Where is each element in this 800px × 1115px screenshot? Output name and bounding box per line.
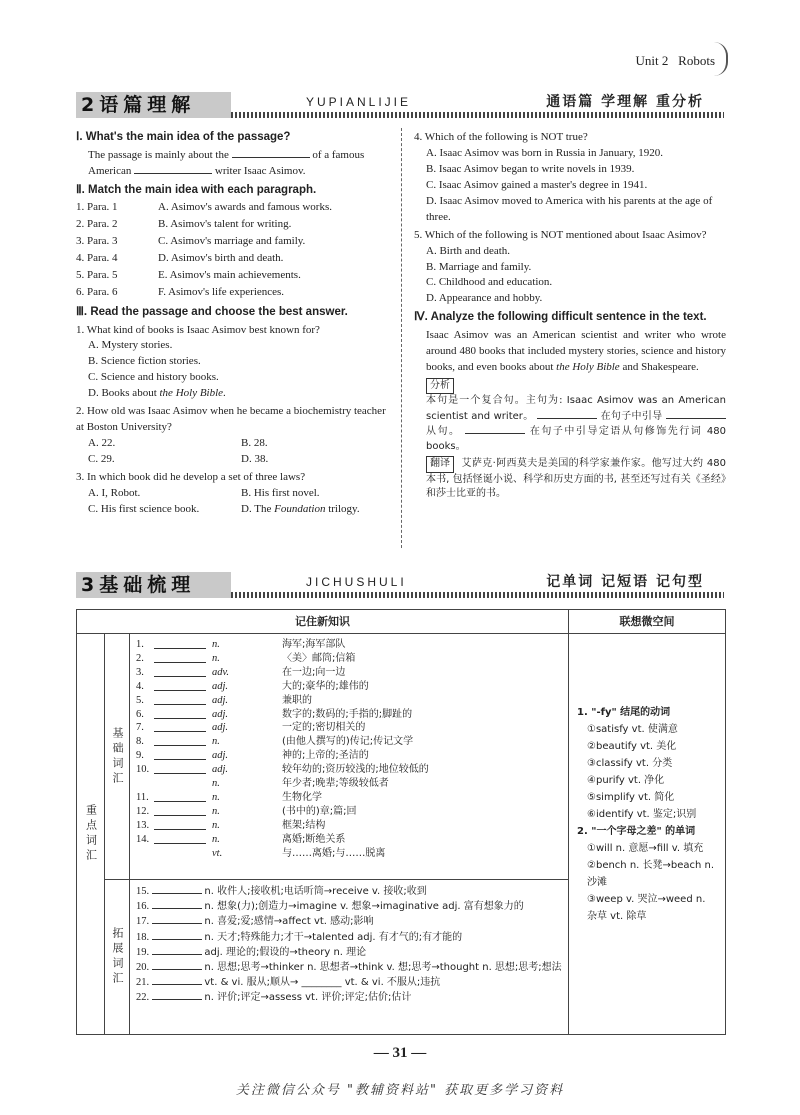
part2-heading: Ⅱ. Match the main idea with each paragraph. xyxy=(76,183,317,196)
option[interactable]: A. Isaac Asimov was born in Russia in January, 1920. xyxy=(426,146,663,159)
question-1: 1. What kind of books is Isaac Asimov best known for? A. Mystery stories. B. Science fiction stories. C. Science and history books. D. Books about the Holy Bible. xyxy=(76,323,394,403)
word-blank[interactable] xyxy=(154,708,206,719)
association-item: ⑥identify vt. 鉴定;识别 xyxy=(587,809,697,820)
vocab-row: 11. n. 生物化学 xyxy=(136,791,322,803)
word-blank[interactable] xyxy=(154,680,206,691)
ext-vocab-row: 17. n. 喜爱;爱;感情→affect vt. 感动;影响 xyxy=(136,916,374,928)
section2-slogan: 通语篇 学理解 重分析 xyxy=(476,92,724,112)
word-blank[interactable] xyxy=(152,884,202,894)
vocab-row: 6. adj. 数字的;数码的;手指的;脚趾的 xyxy=(136,708,413,720)
ext-vocab-row: 15. n. 收件人;接收机;电话听筒→receive v. 接收;收到 xyxy=(136,886,427,897)
question-3: 3. In which book did he develop a set of three laws? A. I, Robot. B. His first novel. C. His first science book. D. The Foundation trilogy. xyxy=(76,470,394,518)
word-blank[interactable] xyxy=(152,945,202,955)
ext-vocab-row: 18. n. 天才;特殊能力;才干→talented adj. 有才气的;有才能的 xyxy=(136,931,463,943)
vocab-row: 4. adj. 大的;豪华的;雄伟的 xyxy=(136,680,369,692)
difficult-sentence: Isaac Asimov was an American scientist and writer who wrote around 480 books that included mystery stories, science and history books, and even books about the Holy Bible and Shakespeare. xyxy=(426,328,726,373)
label-basic-vocab: 基础词汇 xyxy=(105,634,130,880)
word-blank[interactable] xyxy=(152,975,202,985)
part1-heading: Ⅰ. What's the main idea of the passage? xyxy=(76,131,291,143)
unit-header: Unit 2 Robots xyxy=(635,53,715,68)
answer-blank[interactable] xyxy=(465,424,525,434)
option[interactable]: B. Isaac Asimov began to write novels in 1939. xyxy=(426,162,635,175)
vocab-row: 5. adj. 兼职的 xyxy=(136,694,312,706)
label-ext-vocab: 拓展词汇 xyxy=(105,880,130,1034)
vocab-row: 2. n. 〈美〉邮筒;信箱 xyxy=(136,652,356,664)
ext-vocab-row: 21. vt. & vi. 服从;顺从→ ________ vt. & vi. 不服从;违抗 xyxy=(136,977,441,989)
vocab-row: 13. n. 框架;结构 xyxy=(136,819,326,831)
ext-vocab-row: 22. n. 评价;评定→assess vt. 评价;评定;估价;估计 xyxy=(136,992,412,1004)
unit-arc-decoration xyxy=(714,42,728,76)
section3-bar xyxy=(231,592,724,598)
vocab-row: 3. adv. 在一边;向一边 xyxy=(136,666,346,678)
ext-vocab-row: 19. adj. 理论的;假设的→theory n. 理论 xyxy=(136,946,367,958)
section2-title: 2语篇理解 xyxy=(76,92,231,118)
label-key-vocab: 重点词汇 xyxy=(77,634,105,1034)
para-match-row: 4. Para. 4 D. Asimov's birth and death. xyxy=(76,252,284,265)
option[interactable]: D. Books about the Holy Bible. xyxy=(88,387,226,400)
option[interactable]: C. Science and history books. xyxy=(88,371,219,384)
association-item: ③weep v. 哭泣→weed n. 杂草 vt. 除草 xyxy=(587,894,706,922)
option[interactable]: D. 38. xyxy=(241,453,269,466)
option[interactable]: A. Birth and death. xyxy=(426,244,511,257)
word-blank[interactable] xyxy=(154,721,206,732)
section2-pinyin: YUPIANLIJIE xyxy=(306,95,412,109)
answer-blank[interactable] xyxy=(232,148,310,158)
vocab-row: 1. n. 海军;海军部队 xyxy=(136,639,346,650)
word-blank[interactable] xyxy=(154,763,206,774)
word-blank[interactable] xyxy=(154,749,206,760)
word-blank[interactable] xyxy=(154,819,206,830)
footer-note: 关注微信公众号 "教辅资料站" 获取更多学习资料 xyxy=(235,1083,565,1098)
section2-bar xyxy=(231,112,724,118)
vocab-row: 7. adj. 一定的;密切相关的 xyxy=(136,722,366,734)
association-item: ④purify vt. 净化 xyxy=(587,775,665,786)
vocab-row: n. 年少者;晚辈;等级较低者 xyxy=(212,778,389,790)
left-column xyxy=(76,128,394,520)
word-blank[interactable] xyxy=(154,694,206,705)
section3-slogan: 记单词 记短语 记句型 xyxy=(476,572,724,592)
vocab-row: 10. adj. 较年幼的;资历较浅的;地位较低的 xyxy=(136,764,429,776)
part3-heading: Ⅲ. Read the passage and choose the best answer. xyxy=(76,305,348,318)
translate-label: 翻译 xyxy=(426,456,454,473)
word-blank[interactable] xyxy=(152,914,202,924)
association-item: ⑤simplify vt. 简化 xyxy=(587,792,675,803)
section3-banner xyxy=(76,572,724,598)
translation: 翻译 艾萨克·阿西莫夫是美国的科学家兼作家。他写过大约 480 本书, 包括怪诞小说、科学和历史方面的书, 甚至还写过有关《圣经》和莎士比亚的书。 xyxy=(426,458,726,500)
answer-blank[interactable] xyxy=(666,409,726,419)
analysis: 分析 本句是一个复合句。主句为: Isaac Asimov was an American scientist and writer。 在句子中引导 从句。 在句子中引导定语从句修饰先行词 480 books。 xyxy=(426,379,727,452)
part1-text: The passage is mainly about the of a famous American writer Isaac Asimov. xyxy=(88,148,365,177)
question-4: 4. Which of the following is NOT true? A. Isaac Asimov was born in Russia in January, 1920. B. Isaac Asimov began to write novels in 1939. C. Isaac Asimov gained a master's degree in 1941. D. Isaac Asimov moved to America with his parents at the age of three. xyxy=(414,130,726,226)
word-blank[interactable] xyxy=(152,930,202,940)
para-match-row: 3. Para. 3 C. Asimov's marriage and family. xyxy=(76,235,306,248)
word-blank[interactable] xyxy=(152,960,202,970)
ext-vocab-row: 20. n. 思想;思考→thinker n. 思想者→think v. 想;思考→thought n. 思想;思考;想法 xyxy=(136,962,562,974)
column-divider xyxy=(401,128,402,548)
word-blank[interactable] xyxy=(154,735,206,746)
para-match-list xyxy=(76,200,394,301)
association-item: ①will n. 意愿→fill v. 填充 xyxy=(587,843,704,854)
option[interactable]: A. Mystery stories. xyxy=(88,339,173,352)
option[interactable]: C. Childhood and education. xyxy=(426,276,553,289)
word-blank[interactable] xyxy=(154,791,206,802)
ext-vocab-list xyxy=(130,880,569,1034)
section2-banner xyxy=(76,92,724,118)
option[interactable]: C. 29. xyxy=(88,453,115,466)
question-5: 5. Which of the following is NOT mentioned about Isaac Asimov? A. Birth and death. B. Marriage and family. C. Childhood and education. D. Appearance and hobby. xyxy=(414,228,726,308)
table-head-right: 联想微空间 xyxy=(569,610,725,634)
word-blank[interactable] xyxy=(152,899,202,909)
basic-vocab-list xyxy=(130,634,569,880)
section3-pinyin: JICHUSHULI xyxy=(306,575,407,589)
option[interactable]: B. Science fiction stories. xyxy=(88,355,201,368)
option[interactable]: A. 22. xyxy=(88,437,116,450)
para-match-row: 6. Para. 6 F. Asimov's life experiences. xyxy=(76,285,285,298)
association-heading-1: 1. "-fy" 结尾的动词 xyxy=(577,707,671,718)
word-blank[interactable] xyxy=(152,990,202,1000)
question-2: 2. How old was Isaac Asimov when he became a biochemistry teacher at Boston University? A. 22. B. 28. C. 29. D. 38. xyxy=(76,404,394,468)
answer-blank[interactable] xyxy=(134,164,212,174)
word-blank[interactable] xyxy=(154,805,206,816)
option[interactable]: C. His first science book. xyxy=(88,502,200,515)
section3-title: 3基础梳理 xyxy=(76,572,231,598)
association-panel xyxy=(569,634,725,1034)
option[interactable]: C. Isaac Asimov gained a master's degree in 1941. xyxy=(426,178,648,191)
vocab-row: 9. adj. 神的;上帝的;圣洁的 xyxy=(136,750,369,762)
para-match-row: 1. Para. 1 A. Asimov's awards and famous works. xyxy=(76,201,332,214)
association-heading-2: 2. "一个字母之差" 的单词 xyxy=(577,826,696,837)
option[interactable]: D. Appearance and hobby. xyxy=(426,292,543,305)
vocab-table xyxy=(76,609,726,1035)
option[interactable]: A. I, Robot. xyxy=(88,486,141,499)
part4-heading: Ⅳ. Analyze the following difficult sentence in the text. xyxy=(414,311,707,324)
page-number: — 31 — xyxy=(373,1045,427,1061)
right-column xyxy=(414,128,726,504)
vocab-row: 8. n. (由他人撰写的)传记;传记文学 xyxy=(136,736,414,748)
para-match-row: 2. Para. 2 B. Asimov's talent for writing. xyxy=(76,218,292,231)
option[interactable]: B. Marriage and family. xyxy=(426,260,532,273)
association-item: ②bench n. 长凳→beach n. 沙滩 xyxy=(587,860,715,888)
word-blank[interactable] xyxy=(154,652,206,663)
option[interactable]: B. His first novel. xyxy=(241,486,320,499)
analysis-label: 分析 xyxy=(426,378,454,395)
answer-blank[interactable] xyxy=(537,409,597,419)
word-blank[interactable] xyxy=(154,666,206,677)
para-match-row: 5. Para. 5 E. Asimov's main achievements. xyxy=(76,268,301,281)
association-item: ①satisfy vt. 使满意 xyxy=(587,724,678,735)
association-item: ③classify vt. 分类 xyxy=(587,758,673,769)
ext-vocab-row: 16. n. 想象(力);创造力→imagine v. 想象→imaginative adj. 富有想象力的 xyxy=(136,901,524,913)
word-blank[interactable] xyxy=(154,833,206,844)
vocab-row: vt. 与……离婚;与……脱离 xyxy=(212,847,386,859)
table-head-left: 记住新知识 xyxy=(77,610,569,634)
option[interactable]: B. 28. xyxy=(241,437,268,450)
option[interactable]: D. The Foundation trilogy. xyxy=(241,502,360,515)
option[interactable]: D. Isaac Asimov moved to America with his parents at the age of three. xyxy=(426,194,713,223)
vocab-row: 12. n. (书中的)章;篇;回 xyxy=(136,805,357,817)
vocab-row: 14. n. 离婚;断绝关系 xyxy=(136,833,346,845)
word-blank[interactable] xyxy=(154,638,206,649)
association-item: ②beautify vt. 美化 xyxy=(587,741,677,752)
